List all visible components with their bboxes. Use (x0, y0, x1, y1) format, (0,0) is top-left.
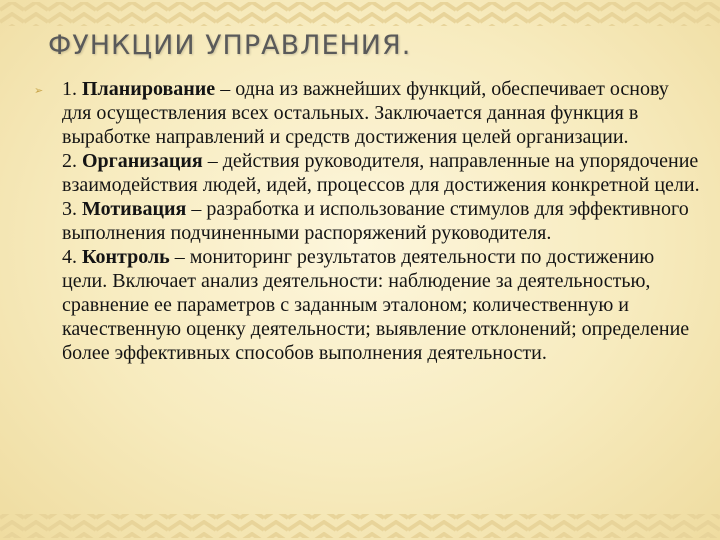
list-item-control: 4. Контроль – мониторинг результатов деятельности по достижению цели. Включает анализ деятельности: наблюдение за деятельностью, сравнение ее параметров с заданным эталоном; количественную и качественную оценку деятельности; выявление отклонений; определение более эффективных способов выполнения деятельности. (62, 246, 690, 364)
term-motivation: Мотивация (82, 198, 187, 220)
term-organization: Организация (82, 150, 203, 172)
term-control: Контроль (82, 246, 170, 268)
arrow-bullet-icon: ➢ (34, 84, 44, 97)
functions-list (62, 77, 702, 365)
decorative-zigzag-border-top (0, 0, 720, 32)
decorative-zigzag-border-bottom (0, 508, 720, 540)
list-item-planning: 1. Планирование – одна из важнейших функций, обеспечивает основу для осуществления всех остальных. Заключается данная функция в выработке направлений и средств достижения целей организации. (62, 78, 669, 148)
list-item-organization: 2. Организация – действия руководителя, направленные на упорядочение взаимодействия людей, идей, процессов для достижения конкретной цели. (62, 150, 700, 196)
slide-title: ФУНКЦИИ УПРАВЛЕНИЯ. (48, 30, 412, 61)
term-planning: Планирование (82, 78, 216, 100)
list-item-motivation: 3. Мотивация – разработка и использование стимулов для эффективного выполнения подчиненными распоряжений руководителя. (62, 198, 689, 244)
